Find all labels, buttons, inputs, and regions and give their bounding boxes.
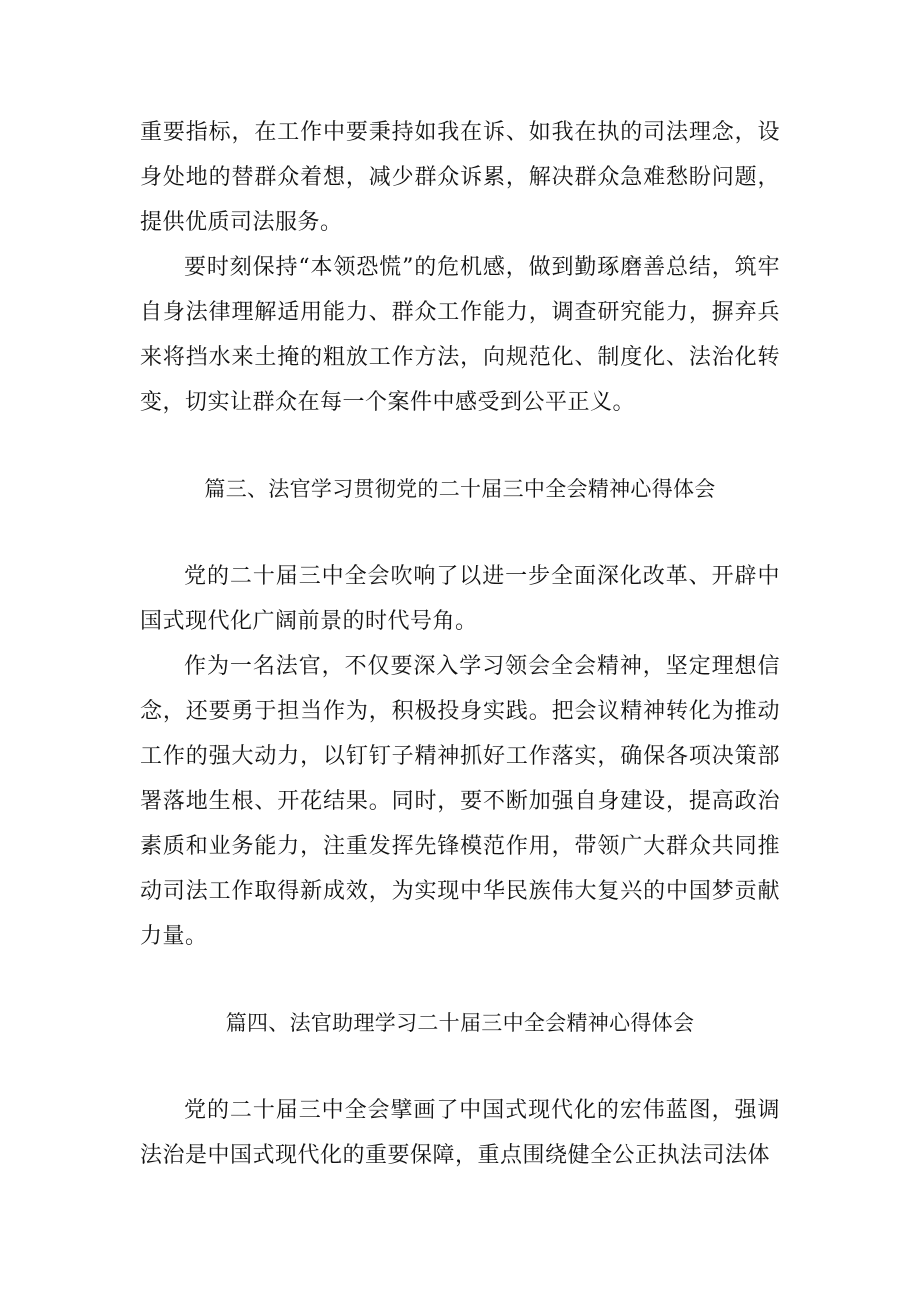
body-paragraph: 党的二十届三中全会吹响了以进一步全面深化改革、开辟中国式现代化广阔前景的时代号角。 xyxy=(140,564,780,634)
body-paragraph: 作为一名法官，不仅要深入学习领会全会精神，坚定理想信念，还要勇于担当作为，积极投身实践。把会议精神转化为推动工作的强大动力，以钉钉子精神抓好工作落实，确保各项决策部署落地生根、开花结果。同时，要不断加强自身建设，提高政治素质和业务能力，注重发挥先锋模范作用，带领广大群众共同推动司法工作取得新成效，为实现中华民族伟大复兴的中国梦贡献力量。 xyxy=(140,654,780,949)
body-paragraph: 要时刻保持“本领恐慌”的危机感，做到勤琢磨善总结，筑牢自身法律理解适用能力、群众工作能力，调查研究能力，摒弃兵来将挡水来土掩的粗放工作方法，向规范化、制度化、法治化转变，切实让群众在每一个案件中感受到公平正义。 xyxy=(140,255,780,415)
spacer xyxy=(140,425,780,467)
section-title: 篇三、法官学习贯彻党的二十届三中全会精神心得体会 xyxy=(204,477,716,501)
body-paragraph: 党的二十届三中全会擘画了中国式现代化的宏伟蓝图，强调法治是中国式现代化的重要保障，重点围绕健全公正执法司法体 xyxy=(140,1098,780,1168)
document-body xyxy=(140,110,780,1178)
spacer xyxy=(140,959,780,1001)
spacer xyxy=(140,1046,780,1088)
continued-paragraph: 重要指标，在工作中要秉持如我在诉、如我在执的司法理念，设身处地的替群众着想，减少群众诉累，解决群众急难愁盼问题，提供优质司法服务。 xyxy=(140,120,780,235)
section-title: 篇四、法官助理学习二十届三中全会精神心得体会 xyxy=(225,1011,695,1035)
spacer xyxy=(140,512,780,554)
